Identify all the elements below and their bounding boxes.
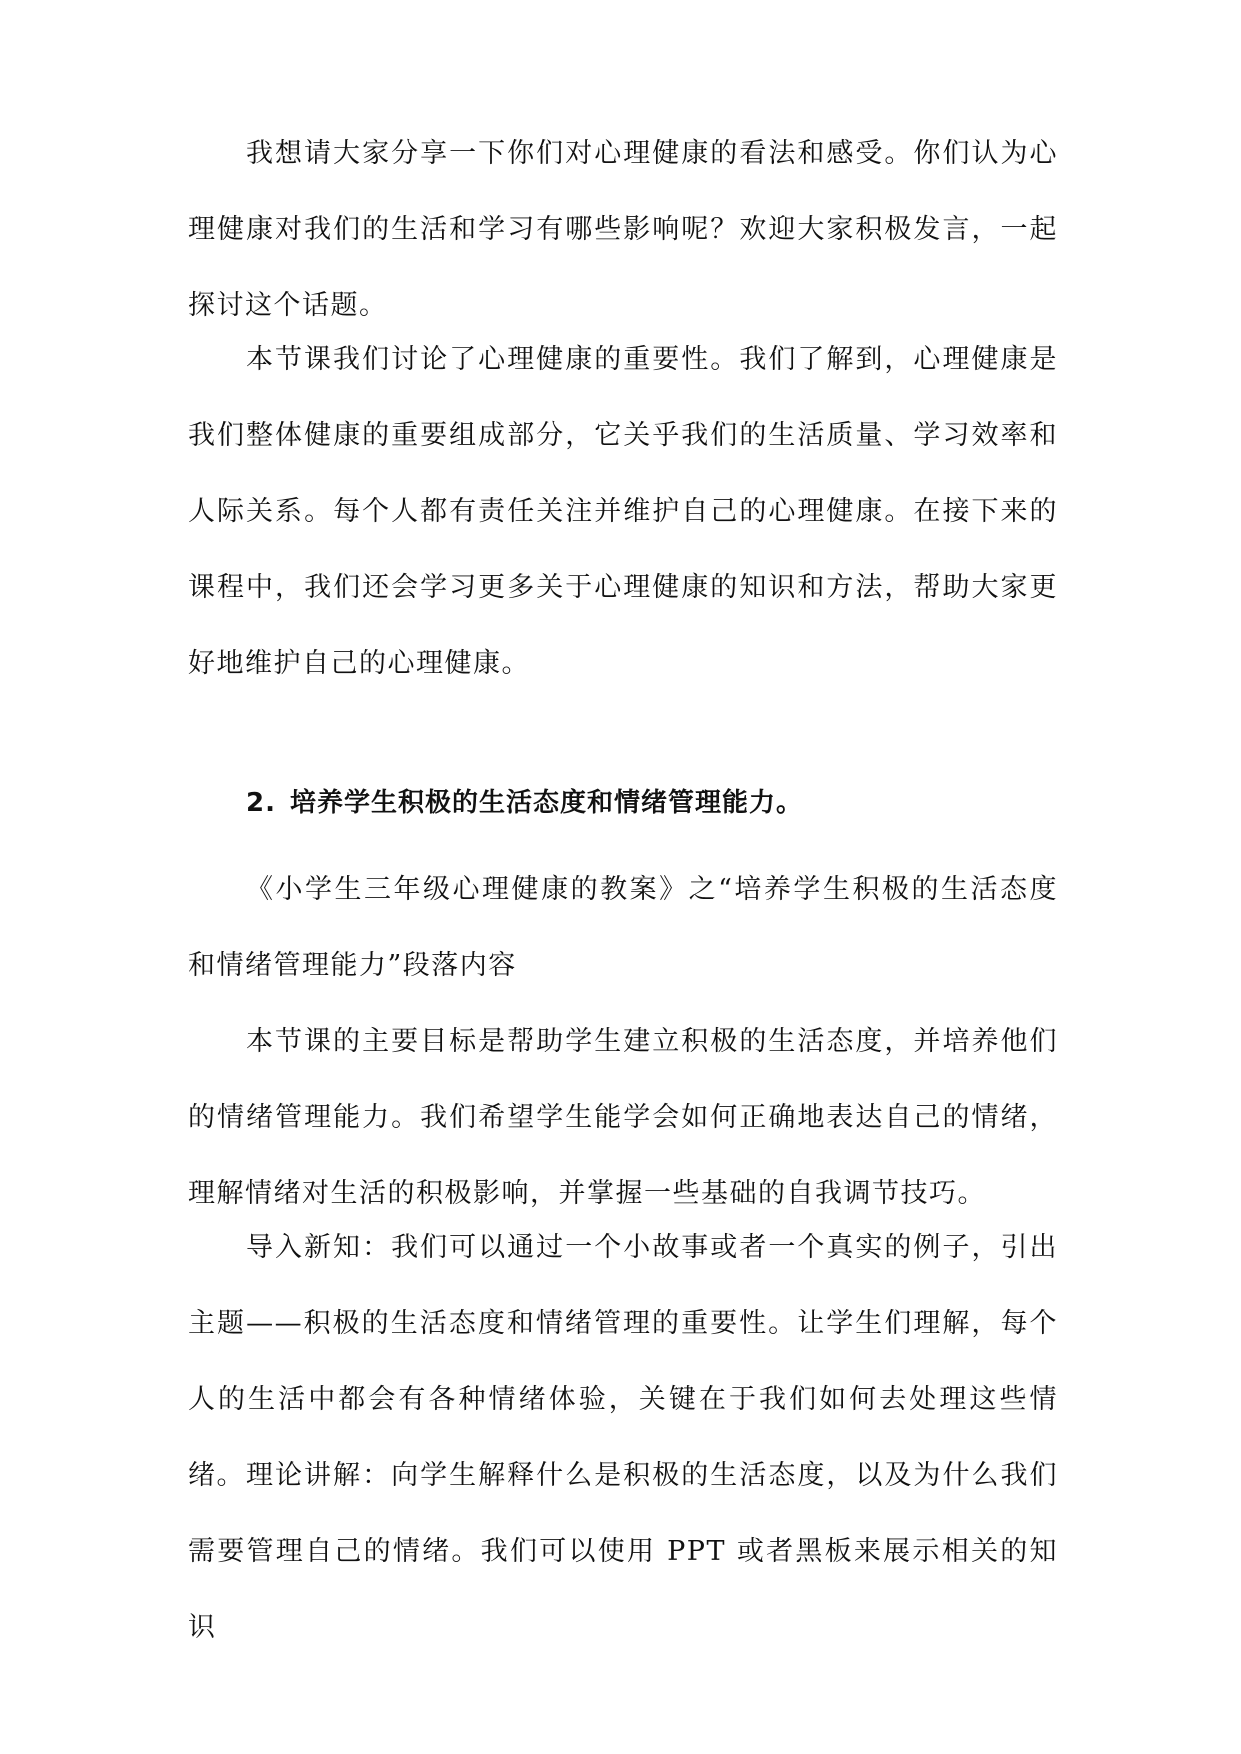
section-number: 2. <box>246 788 276 818</box>
paragraph-lesson-goal: 本节课的主要目标是帮助学生建立积极的生活态度，并培养他们的情绪管理能力。我们希望学生能学会如何正确地表达自己的情绪，理解情绪对生活的积极影响，并掌握一些基础的自我调节技巧。 <box>188 1026 1058 1209</box>
paragraph-theory-explanation: 理论讲解：向学生解释什么是积极的生活态度，以及为什么我们需要管理自己的情绪。我们可以使用 PPT 或者黑板来展示相关的知识 <box>188 1460 1058 1643</box>
paragraph-section-intro: 《小学生三年级心理健康的教案》之“培养学生积极的生活态度和情绪管理能力”段落内容 <box>188 874 1058 981</box>
section-title: 培养学生积极的生活态度和情绪管理能力。 <box>289 788 803 818</box>
paragraph-discussion-prompt: 我想请大家分享一下你们对心理健康的看法和感受。你们认为心理健康对我们的生活和学习有哪些影响呢？欢迎大家积极发言，一起探讨这个话题。 <box>188 138 1058 321</box>
section-heading <box>246 783 1058 823</box>
paragraph-introduce-new-knowledge: 导入新知：我们可以通过一个小故事或者一个真实的例子，引出主题——积极的生活态度和情绪管理的重要性。让学生们理解，每个人的生活中都会有各种情绪体验，关键在于我们如何去处理这些情绪。 <box>188 1232 1058 1491</box>
paragraph-lesson-summary: 本节课我们讨论了心理健康的重要性。我们了解到，心理健康是我们整体健康的重要组成部分，它关乎我们的生活质量、学习效率和人际关系。每个人都有责任关注并维护自己的心理健康。在接下来的课程中，我们还会学习更多关于心理健康的知识和方法，帮助大家更好地维护自己的心理健康。 <box>188 344 1058 679</box>
